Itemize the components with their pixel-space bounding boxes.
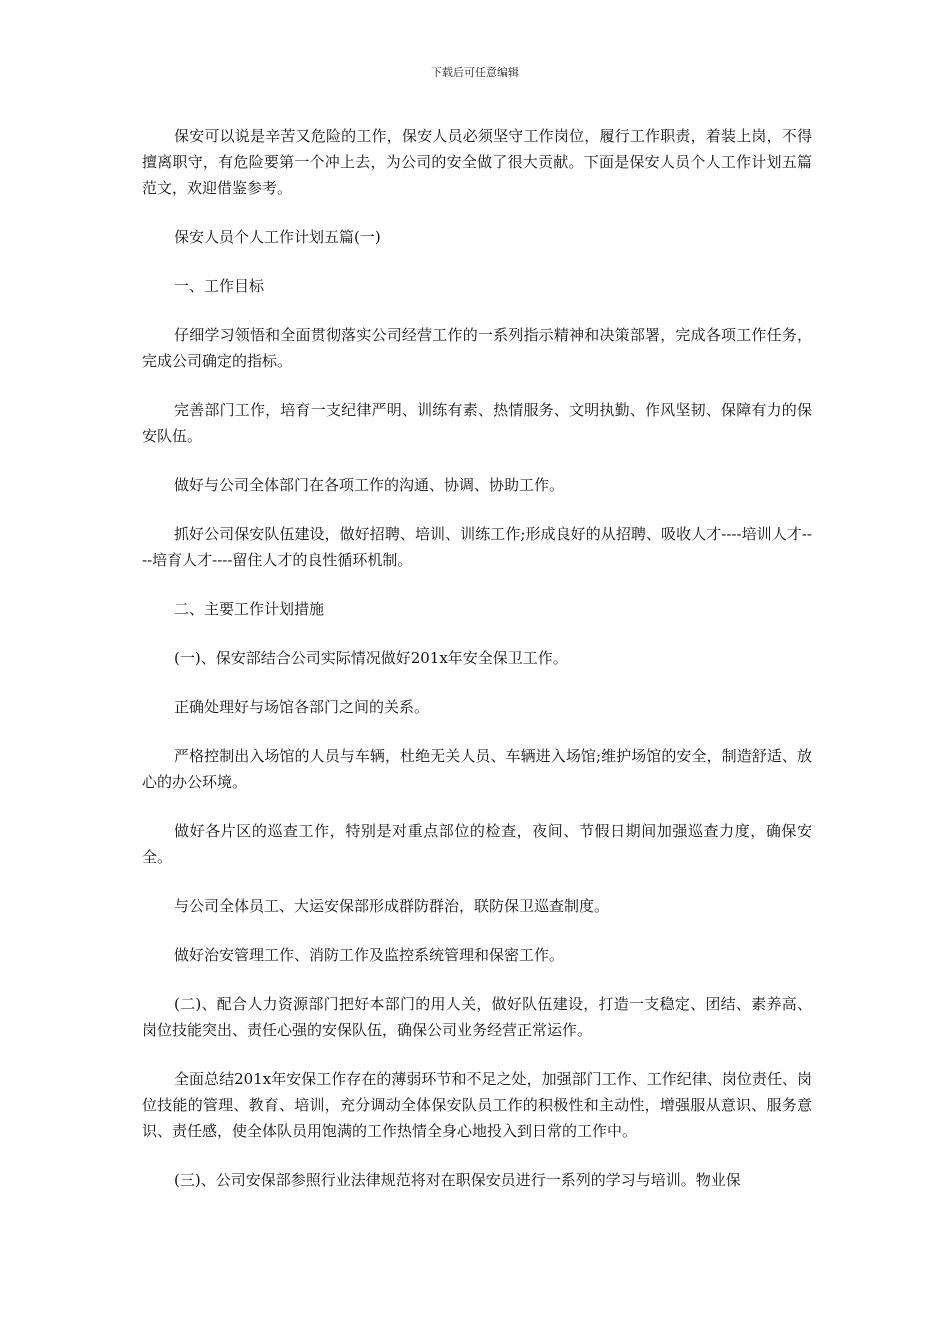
paragraph-measure-1: 正确处理好与场馆各部门之间的关系。	[174, 698, 430, 716]
paragraph-goal-1: 仔细学习领悟和全面贯彻落实公司经营工作的一系列指示精神和决策部署，完成各项工作任务，完成公司确定的指标。	[142, 326, 812, 370]
paragraph-measure-4: 与公司全体员工、大运安保部形成群防群治，联防保卫巡查制度。	[174, 897, 610, 915]
section-title: 保安人员个人工作计划五篇(一)	[174, 228, 381, 246]
measure-heading-3: (三)、公司安保部参照行业法律规范将对在职保安员进行一系列的学习与培训。物业保	[174, 1171, 741, 1189]
heading-work-goals: 一、工作目标	[174, 277, 265, 295]
paragraph-summary: 全面总结201x年安保工作存在的薄弱环节和不足之处，加强部门工作、工作纪律、岗位责任、岗位技能的管理、教育、培训，充分调动全体保安队员工作的积极性和主动性，增强服从意识、服务意识、责任感，使全体队员用饱满的工作热情全身心地投入到日常的工作中。	[142, 1070, 812, 1140]
paragraph-goal-3: 做好与公司全体部门在各项工作的沟通、协调、协助工作。	[174, 476, 565, 494]
paragraph-measure-3: 做好各片区的巡查工作，特别是对重点部位的检查，夜间、节假日期间加强巡查力度，确保安全。	[142, 822, 812, 866]
page-header-note: 下载后可任意编辑	[431, 66, 519, 79]
intro-paragraph: 保安可以说是辛苦又危险的工作，保安人员必须坚守工作岗位，履行工作职责，着装上岗，不得擅离职守，有危险要第一个冲上去，为公司的安全做了很大贡献。下面是保安人员个人工作计划五篇范文，欢迎借鉴参考。	[142, 127, 812, 197]
heading-main-measures: 二、主要工作计划措施	[174, 600, 325, 618]
paragraph-goal-2: 完善部门工作，培育一支纪律严明、训练有素、热情服务、文明执勤、作风坚韧、保障有力的保安队伍。	[142, 401, 812, 445]
paragraph-measure-5: 做好治安管理工作、消防工作及监控系统管理和保密工作。	[174, 946, 565, 964]
measure-heading-1: (一)、保安部结合公司实际情况做好201x年安全保卫工作。	[174, 649, 568, 667]
paragraph-measure-2: 严格控制出入场馆的人员与车辆，杜绝无关人员、车辆进入场馆;维护场馆的安全，制造舒适、放心的办公环境。	[142, 747, 812, 791]
measure-heading-2: (二)、配合人力资源部门把好本部门的用人关，做好队伍建设，打造一支稳定、团结、素养高、岗位技能突出、责任心强的安保队伍，确保公司业务经营正常运作。	[142, 995, 812, 1039]
paragraph-goal-4: 抓好公司保安队伍建设，做好招聘、培训、训练工作;形成良好的从招聘、吸收人才----培训人才----培育人才----留住人才的良性循环机制。	[142, 525, 812, 569]
document-body	[142, 123, 812, 1216]
